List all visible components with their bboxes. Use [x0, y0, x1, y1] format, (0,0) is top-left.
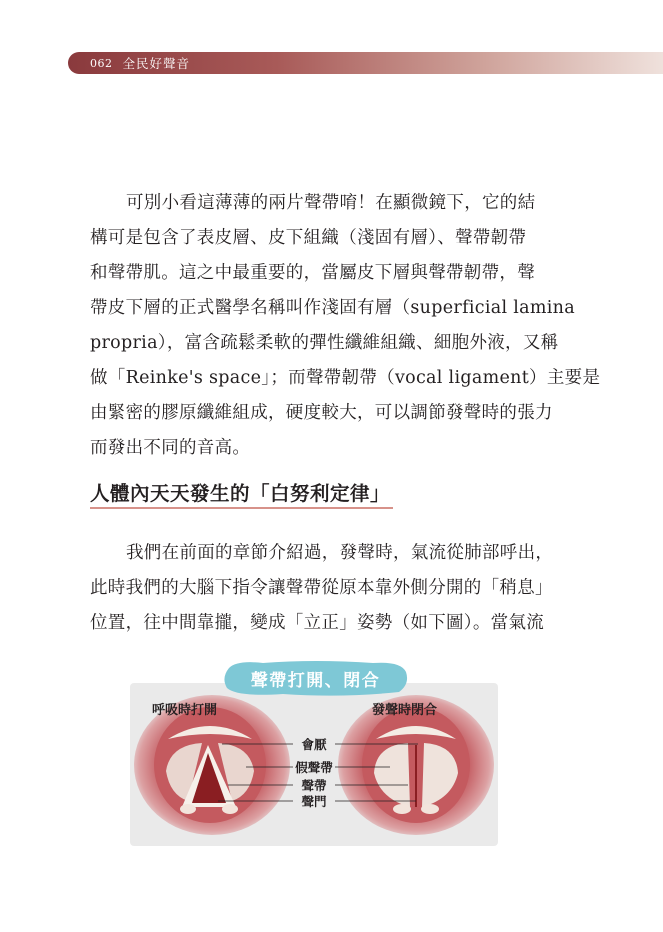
paragraph-line: 此時我們的大腦下指令讓聲帶從原本靠外側分開的「稍息」	[90, 578, 553, 598]
callout-epiglottis: 會厭	[293, 737, 335, 752]
page-number: 062	[90, 56, 113, 70]
arytenoid-right-b	[421, 804, 439, 814]
paragraph-line: 位置，往中間靠攏，變成「立正」姿勢（如下圖）。當氣流	[90, 613, 545, 633]
arytenoid-right-a	[393, 804, 411, 814]
paragraph-line: 做「Reinke's space」；而聲帶韌帶（vocal ligament）主要是	[90, 368, 601, 388]
label-phonation-closed: 發聲時閉合	[372, 703, 438, 718]
arytenoid-left-a	[180, 804, 196, 814]
section-heading: 人體內天天發生的「白努利定律」	[90, 482, 391, 505]
body-paragraph-1	[90, 186, 601, 466]
paragraph-line: 而發出不同的音高。	[90, 438, 251, 458]
section-underline	[90, 507, 393, 509]
label-breathing-open: 呼吸時打開	[152, 703, 218, 718]
paragraph-line: 由緊密的膠原纖維組成，硬度較大，可以調節發聲時的張力	[90, 403, 553, 423]
callout-vocal-cord: 聲帶	[293, 778, 335, 793]
callout-false-vocal-cord: 假聲帶	[293, 760, 335, 775]
paragraph-line: 和聲帶肌。這之中最重要的，當屬皮下層與聲帶韌帶，聲	[90, 263, 535, 283]
paragraph-line: 我們在前面的章節介紹過，發聲時，氣流從肺部呼出，	[126, 543, 554, 563]
paragraph-line: propria），富含疏鬆柔軟的彈性纖維組織、細胞外液，又稱	[90, 333, 559, 353]
running-header	[68, 52, 663, 74]
arytenoid-left-b	[222, 804, 238, 814]
paragraph-line: 構可是包含了表皮層、皮下組織（淺固有層）、聲帶韌帶	[90, 228, 527, 248]
body-paragraph-2	[90, 536, 586, 641]
figure-title: 聲帶打開、閉合	[250, 670, 381, 691]
book-title: 全民好聲音	[122, 56, 191, 71]
callout-glottis: 聲門	[293, 794, 335, 809]
figure-title-banner	[223, 660, 408, 696]
paragraph-line: 帶皮下層的正式醫學名稱叫作淺固有層（superficial lamina	[90, 298, 575, 318]
paragraph-line: 可別小看這薄薄的兩片聲帶唷！在顯微鏡下，它的結	[126, 193, 536, 213]
